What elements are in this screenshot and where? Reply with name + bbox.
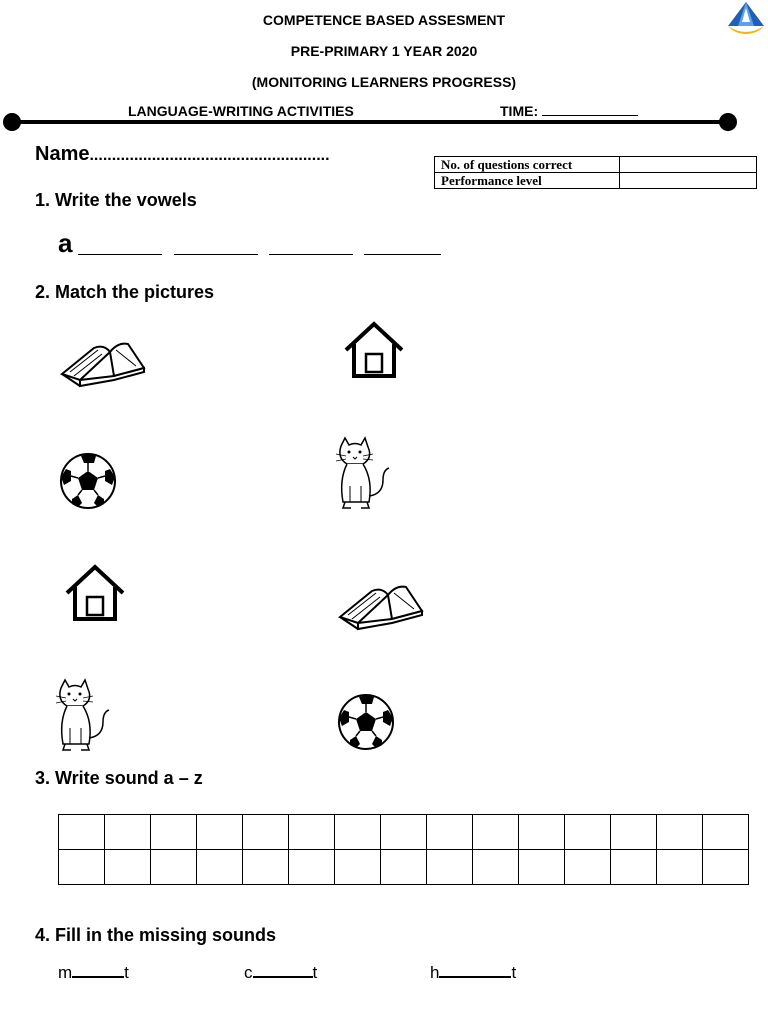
vowel-blank[interactable] — [269, 254, 353, 255]
grid-cell[interactable] — [105, 850, 151, 885]
grid-cell[interactable] — [427, 815, 473, 850]
score-label: No. of questions correct — [435, 157, 620, 173]
word-last-letter: t — [124, 963, 129, 982]
header-title: COMPETENCE BASED ASSESMENT — [262, 12, 506, 28]
grid-cell[interactable] — [59, 850, 105, 885]
grid-cell[interactable] — [565, 850, 611, 885]
book-icon[interactable] — [58, 335, 148, 389]
grid-cell[interactable] — [611, 850, 657, 885]
grid-cell[interactable] — [519, 815, 565, 850]
house-icon[interactable] — [63, 561, 127, 625]
question-1: 1. Write the vowels — [35, 190, 197, 210]
score-row — [435, 173, 757, 189]
question-3: 3. Write sound a – z — [35, 768, 203, 788]
grid-cell[interactable] — [473, 850, 519, 885]
sound-grid — [58, 814, 749, 885]
header-subtitle: PRE-PRIMARY 1 YEAR 2020 — [290, 43, 478, 59]
word-first-letter: h — [430, 963, 440, 982]
grid-cell[interactable] — [427, 850, 473, 885]
missing-sound-blank[interactable] — [253, 962, 313, 978]
cat-icon[interactable] — [52, 678, 114, 754]
header-divider — [12, 120, 728, 124]
football-icon[interactable] — [336, 692, 396, 752]
grid-cell[interactable] — [565, 815, 611, 850]
vowel-blank[interactable] — [364, 254, 441, 255]
grid-cell[interactable] — [519, 850, 565, 885]
score-value[interactable] — [620, 173, 757, 189]
missing-sound-blank[interactable] — [439, 962, 511, 978]
missing-sound-blank[interactable] — [72, 962, 124, 978]
grid-cell[interactable] — [335, 850, 381, 885]
grid-cell[interactable] — [197, 815, 243, 850]
header-caption: (MONITORING LEARNERS PROGRESS) — [251, 74, 517, 90]
word-last-letter: t — [312, 963, 318, 982]
grid-cell[interactable] — [473, 815, 519, 850]
question-2: 2. Match the pictures — [35, 282, 215, 302]
score-row — [435, 157, 757, 173]
grid-cell[interactable] — [243, 850, 289, 885]
score-label: Performance level — [435, 173, 620, 189]
word-last-letter: t — [511, 963, 517, 982]
missing-sound-word — [58, 962, 129, 983]
name-dots: ...................................................... — [89, 147, 330, 164]
divider-dot-left — [3, 113, 21, 131]
grid-cell[interactable] — [611, 815, 657, 850]
missing-sound-word — [430, 962, 516, 983]
grid-cell[interactable] — [335, 815, 381, 850]
grid-row — [59, 815, 749, 850]
grid-cell[interactable] — [289, 815, 335, 850]
name-field[interactable] — [35, 143, 330, 166]
grid-cell[interactable] — [381, 850, 427, 885]
grid-cell[interactable] — [59, 815, 105, 850]
grid-cell[interactable] — [381, 815, 427, 850]
subject-title: LANGUAGE-WRITING ACTIVITIES — [128, 103, 354, 119]
grid-cell[interactable] — [657, 815, 703, 850]
cat-icon[interactable] — [332, 436, 394, 512]
word-first-letter: m — [58, 963, 73, 982]
grid-cell[interactable] — [243, 815, 289, 850]
football-icon[interactable] — [58, 451, 118, 511]
time-field — [500, 103, 638, 119]
missing-sound-word — [244, 962, 317, 983]
book-icon[interactable] — [336, 578, 426, 632]
name-label: Name — [35, 143, 90, 165]
grid-cell[interactable] — [657, 850, 703, 885]
grid-cell[interactable] — [703, 815, 749, 850]
score-table — [434, 156, 757, 189]
grid-cell[interactable] — [151, 850, 197, 885]
vowel-blank[interactable] — [174, 254, 258, 255]
score-value[interactable] — [620, 157, 757, 173]
grid-row — [59, 850, 749, 885]
grid-cell[interactable] — [105, 815, 151, 850]
vowel-start-letter: a — [58, 228, 73, 258]
time-label: TIME: — [500, 103, 539, 119]
grid-cell[interactable] — [151, 815, 197, 850]
word-first-letter: c — [244, 963, 253, 982]
divider-dot-right — [719, 113, 737, 131]
vowel-blank[interactable] — [78, 254, 162, 255]
grid-cell[interactable] — [703, 850, 749, 885]
grid-cell[interactable] — [289, 850, 335, 885]
question-4: 4. Fill in the missing sounds — [35, 925, 277, 945]
time-blank[interactable] — [542, 103, 638, 116]
house-icon[interactable] — [342, 318, 406, 382]
grid-cell[interactable] — [197, 850, 243, 885]
